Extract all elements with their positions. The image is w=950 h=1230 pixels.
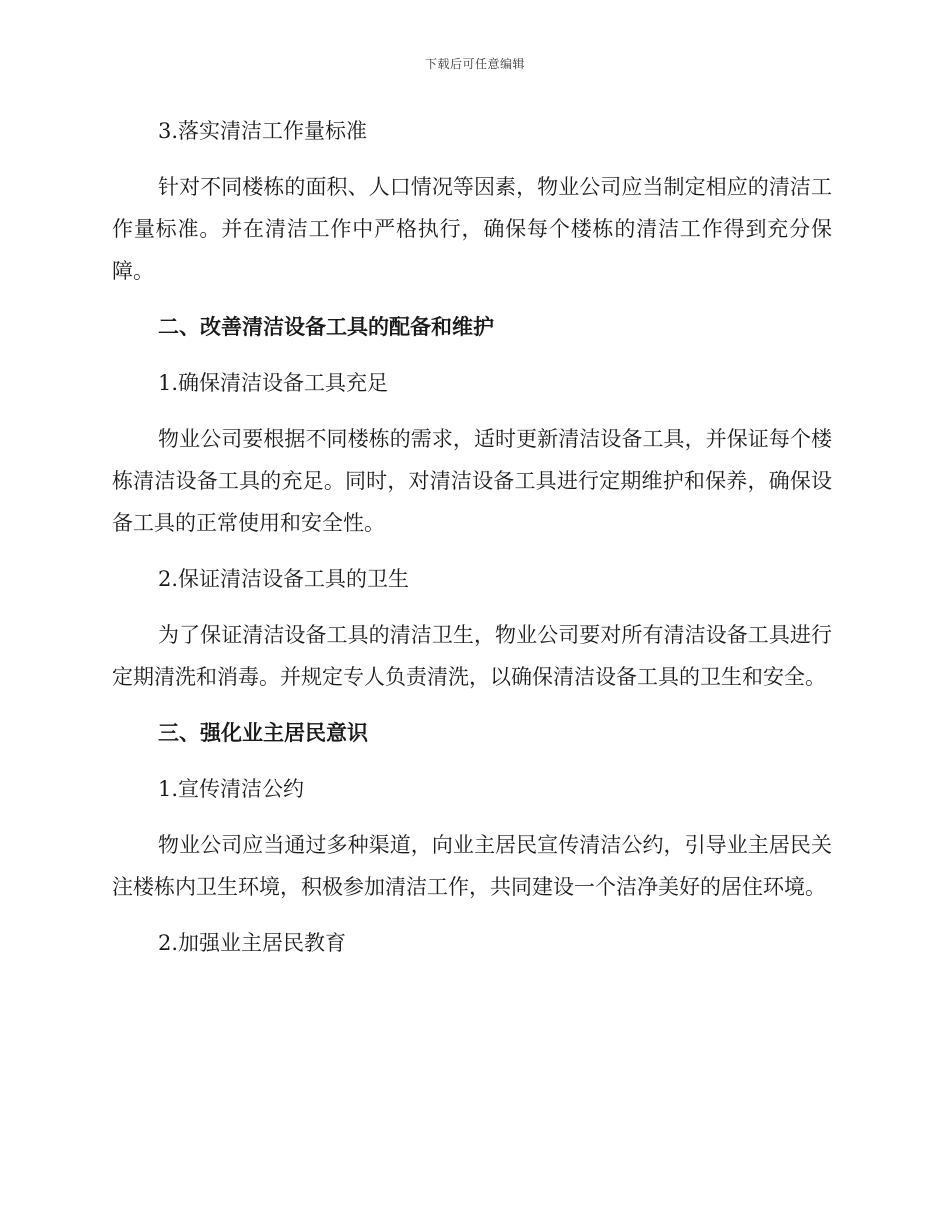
paragraph-equipment-sufficient: 物业公司要根据不同楼栋的需求，适时更新清洁设备工具，并保证每个楼栋清洁设备工具的充足。同时，对清洁设备工具进行定期维护和保养，确保设备工具的正常使用和安全性。 <box>112 427 832 535</box>
section-heading-equipment: 二、改善清洁设备工具的配备和维护 <box>158 314 494 339</box>
section-heading-resident-awareness: 三、强化业主居民意识 <box>158 720 368 745</box>
subheading-equipment-hygiene: 2.保证清洁设备工具的卫生 <box>158 567 410 591</box>
paragraph-equipment-hygiene: 为了保证清洁设备工具的清洁卫生，物业公司要对所有清洁设备工具进行定期清洗和消毒。并规定专人负责清洗，以确保清洁设备工具的卫生和安全。 <box>112 623 832 689</box>
page-header-note: 下载后可任意编辑 <box>424 57 525 71</box>
subheading-resident-education: 2.加强业主居民教育 <box>158 931 347 955</box>
subheading-workload-standard: 3.落实清洁工作量标准 <box>158 119 368 143</box>
paragraph-promote-convention: 物业公司应当通过多种渠道，向业主居民宣传清洁公约，引导业主居民关注楼栋内卫生环境，积极参加清洁工作，共同建设一个洁净美好的居住环境。 <box>112 833 832 899</box>
subheading-promote-convention: 1.宣传清洁公约 <box>158 777 305 801</box>
document-body <box>112 110 832 978</box>
subheading-equipment-sufficient: 1.确保清洁设备工具充足 <box>158 371 389 395</box>
paragraph-workload-standard: 针对不同楼栋的面积、人口情况等因素，物业公司应当制定相应的清洁工作量标准。并在清洁工作中严格执行，确保每个楼栋的清洁工作得到充分保障。 <box>112 175 832 283</box>
